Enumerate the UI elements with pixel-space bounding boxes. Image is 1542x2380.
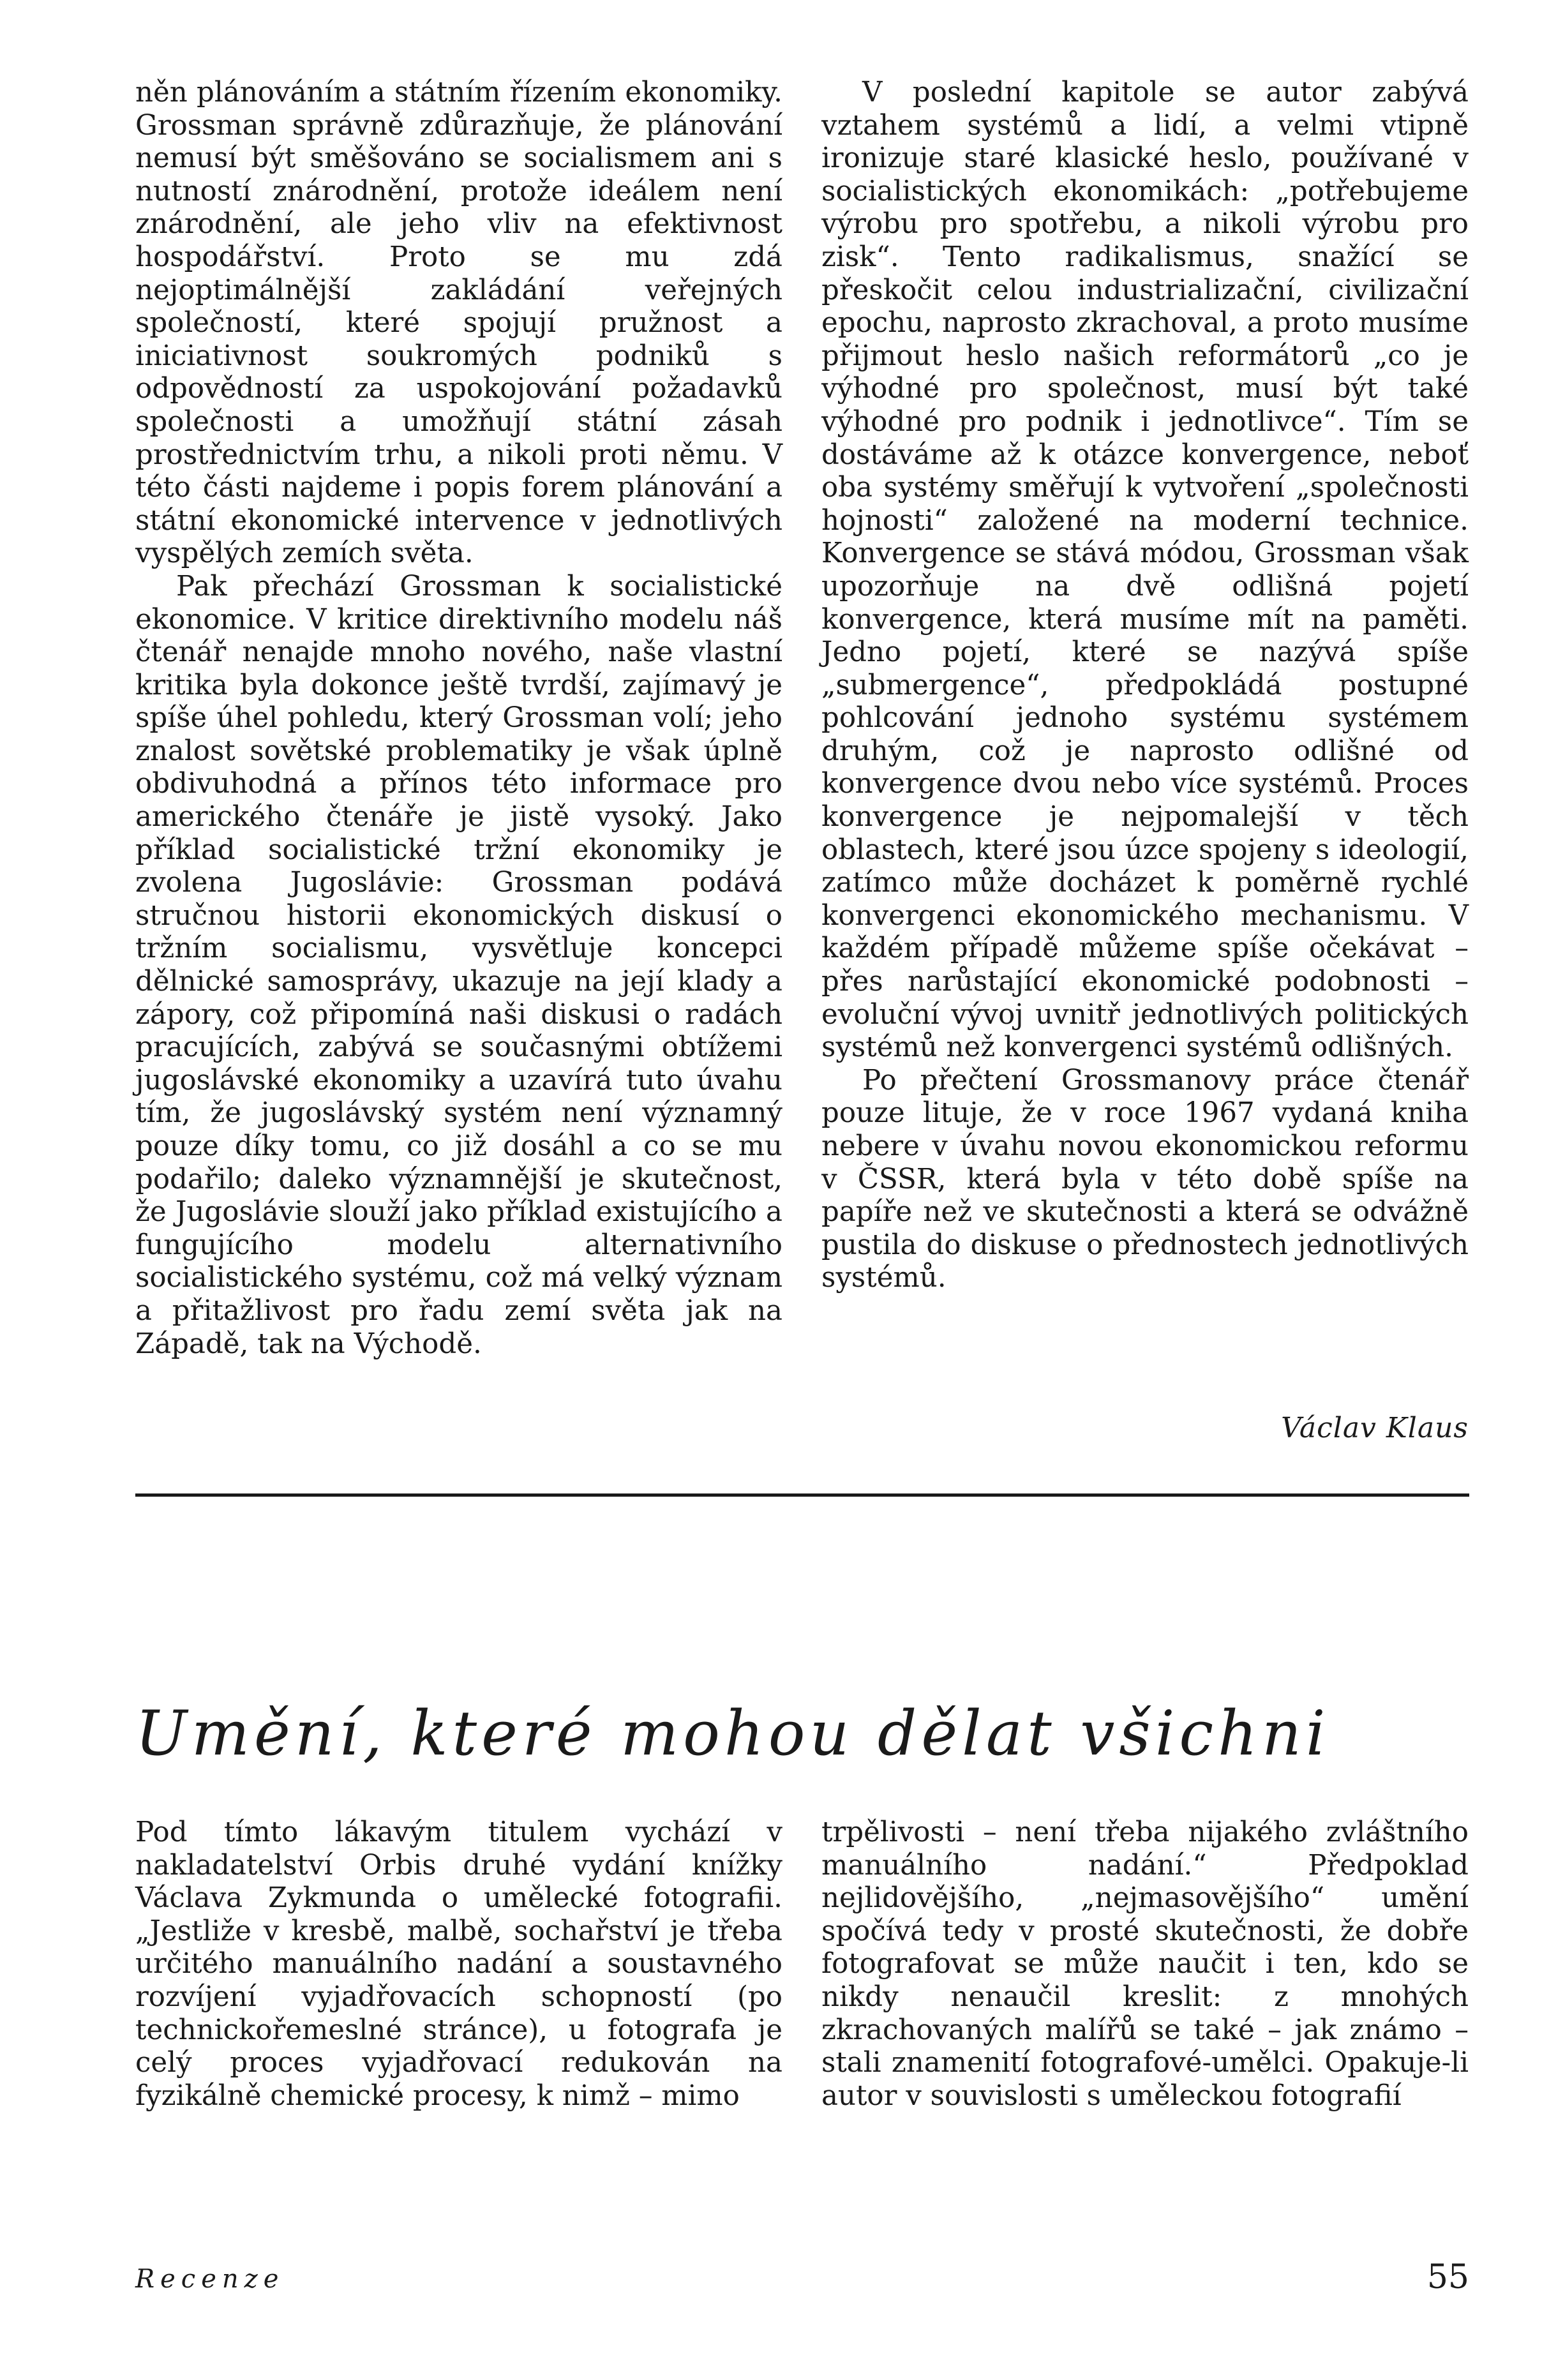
section-divider bbox=[135, 1493, 1469, 1497]
review-column-right bbox=[821, 77, 1469, 1295]
paragraph: V poslední kapitole se autor zabývá vztahem systémů a lidí, a velmi vtipně ironizuje staré klasické heslo, používané v socialistických ekonomikách: „potřebujeme výrobu pro spotřebu, a nikoli výrobu pro zisk“. Tento radikalismus, snažící se přeskočit celou industrializační, civilizační epochu, naprosto zkrachoval, a proto musíme přijmout heslo našich reformátorů „co je výhodné pro společnost, musí být také výhodné pro podnik i jednotlivce“. Tím se dostáváme až k otázce konvergence, neboť oba systémy směřují k vytvoření „společnosti hojnosti“ založené na moderní technice. Konvergence se stává módou, Grossman však upozorňuje na dvě odlišná pojetí konvergence, která musíme mít na paměti. Jedno pojetí, které se nazývá spíše „submergence“, předpokládá postupné pohlcování jednoho systému systémem druhým, což je naprosto odlišné od konvergence dvou nebo více systémů. Proces konvergence je nejpomalejší v těch oblastech, které jsou úzce spojeny s ideologií, zatímco může docházet k poměrně rychlé konvergenci ekonomického mechanismu. V každém případě můžeme spíše očekávat – přes narůstající ekonomické podobnosti – evoluční vývoj uvnitř jednotlivých politických systémů než konvergenci systémů odlišných. bbox=[821, 77, 1469, 1064]
article-column-right bbox=[821, 1816, 1469, 2113]
article-heading: Umění, které mohou dělat všichni bbox=[135, 1698, 1330, 1769]
section-label: Recenze bbox=[135, 2264, 285, 2294]
page-number: 55 bbox=[1426, 2258, 1469, 2296]
review-column-left bbox=[135, 77, 782, 1361]
paragraph: Po přečtení Grossmanovy práce čtenář pouze lituje, že v roce 1967 vydaná kniha nebere v úvahu novou ekonomickou reformu v ČSSR, která byla v této době spíše na papíře než ve skutečnosti a která se odvážně pustila do diskuse o přednostech jednotlivých systémů. bbox=[821, 1064, 1469, 1294]
paragraph: Pod tímto lákavým titulem vychází v nakladatelství Orbis druhé vydání knížky Václava Zykmunda o umělecké fotografii. „Jestliže v kresbě, malbě, sochařství je třeba určitého manuálního nadání a soustavného rozvíjení vyjadřovacích schopností (po technickořemeslné stránce), u fotografa je celý proces vyjadřovací redukován na fyzikálně chemické procesy, k nimž – mimo bbox=[135, 1816, 782, 2112]
paragraph: Pak přechází Grossman k socialistické ekonomice. V kritice direktivního modelu náš čtenář nenajde mnoho nového, naše vlastní kritika byla dokonce ještě tvrdší, zajímavý je spíše úhel pohledu, který Grossman volí; jeho znalost sovětské problematiky je však úplně obdivuhodná a přínos této informace pro amerického čtenáře je jistě vysoký. Jako příklad socialistické tržní ekonomiky je zvolena Jugoslávie: Grossman podává stručnou historii ekonomických diskusí o tržním socialismu, vysvětluje koncepci dělnické samosprávy, ukazuje na její klady a zápory, což připomíná naši diskusi o radách pracujících, zabývá se současnými obtížemi jugoslávské ekonomiky a uzavírá tuto úvahu tím, že jugoslávský systém není významný pouze díky tomu, co již dosáhl a co se mu podařilo; daleko významnější je skutečnost, že Jugoslávie slouží jako příklad existujícího a fungujícího modelu alternativního socialistického systému, což má velký význam a přitažlivost pro řadu zemí světa jak na Západě, tak na Východě. bbox=[135, 570, 782, 1360]
author-signature: Václav Klaus bbox=[1281, 1412, 1469, 1444]
article-column-left bbox=[135, 1816, 782, 2113]
paragraph: trpělivosti – není třeba nijakého zvláštního manuálního nadání.“ Předpoklad nejlidovějšího, „nejmasovějšího“ umění spočívá tedy v prosté skutečnosti, že dobře fotografovat se může naučit i ten, kdo se nikdy nenaučil kreslit: z mnohých zkrachovaných malířů se také – jak známo – stali znamenití fotografové-umělci. Opakuje-li autor v souvislosti s uměleckou fotografií bbox=[821, 1816, 1469, 2112]
paragraph: něn plánováním a státním řízením ekonomiky. Grossman správně zdůrazňuje, že plánování nemusí být směšováno se socialismem ani s nutností znárodnění, protože ideálem není znárodnění, ale jeho vliv na efektivnost hospodářství. Proto se mu zdá nejoptimálnější zakládání veřejných společností, které spojují pružnost a iniciativnost soukromých podniků s odpovědností za uspokojování požadavků společnosti a umožňují státní zásah prostřednictvím trhu, a nikoli proti němu. V této části najdeme i popis forem plánování a státní ekonomické intervence v jednotlivých vyspělých zemích světa. bbox=[135, 77, 782, 570]
